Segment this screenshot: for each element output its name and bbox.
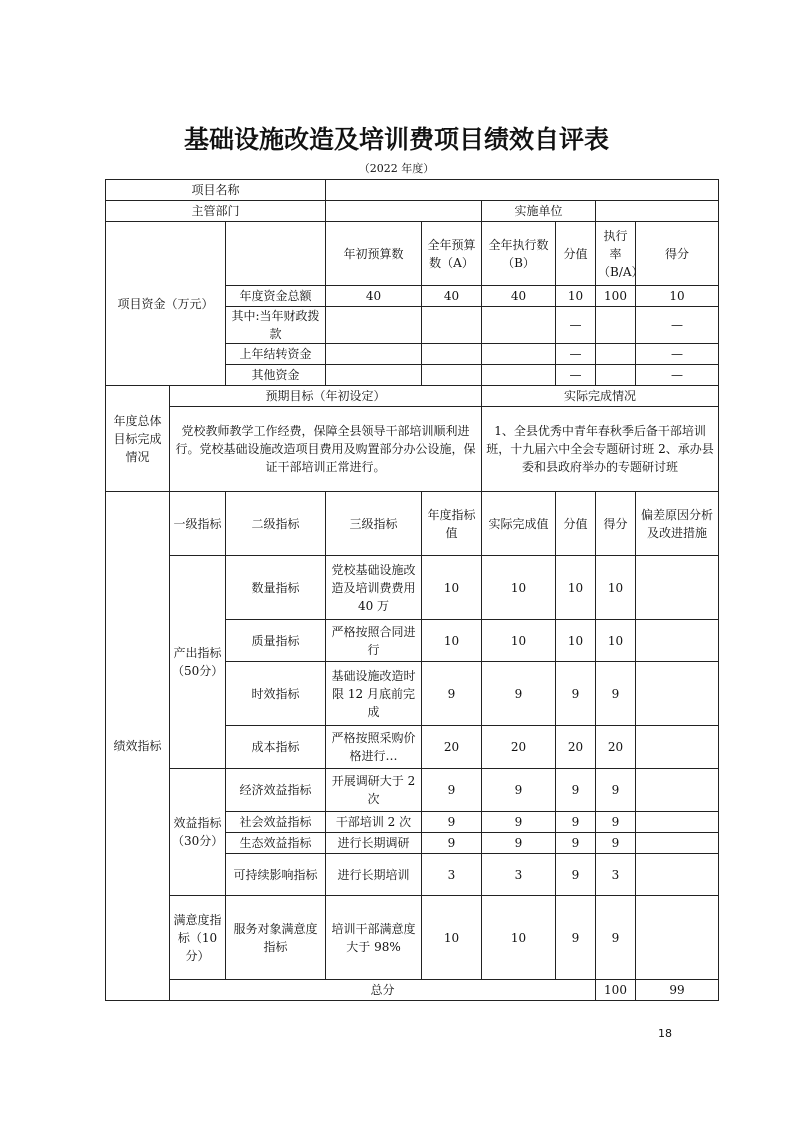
funds-initial: 40 bbox=[326, 286, 422, 307]
deviation-header: 偏差原因分析及改进措施 bbox=[636, 492, 719, 556]
actual-value-header: 实际完成值 bbox=[482, 492, 556, 556]
goals-content-row bbox=[106, 407, 719, 492]
value-cell: 9 bbox=[556, 833, 596, 854]
actual-cell: 10 bbox=[482, 620, 556, 662]
level3-cell: 进行长期调研 bbox=[326, 833, 422, 854]
funds-rate bbox=[596, 307, 636, 344]
funds-initial bbox=[326, 344, 422, 365]
value-cell: 10 bbox=[556, 620, 596, 662]
funds-score: — bbox=[636, 365, 719, 386]
deviation-cell bbox=[636, 556, 719, 620]
project-name-label: 项目名称 bbox=[106, 180, 326, 201]
actual-cell: 9 bbox=[482, 662, 556, 726]
level2-cell: 数量指标 bbox=[226, 556, 326, 620]
funds-value: — bbox=[556, 307, 596, 344]
actual-cell: 3 bbox=[482, 854, 556, 896]
indicator-row bbox=[106, 556, 719, 620]
funds-score: 10 bbox=[636, 286, 719, 307]
funds-value: — bbox=[556, 365, 596, 386]
total-value: 100 bbox=[596, 980, 636, 1001]
total-label: 总分 bbox=[170, 980, 596, 1001]
dept-label: 主管部门 bbox=[106, 201, 326, 222]
funds-full bbox=[422, 307, 482, 344]
exec-rate-header: 执行率（B/A） bbox=[596, 222, 636, 286]
score-value-header: 分值 bbox=[556, 492, 596, 556]
level1-cell: 产出指标（50分） bbox=[170, 556, 226, 769]
deviation-cell bbox=[636, 854, 719, 896]
funds-initial bbox=[326, 307, 422, 344]
document-title: 基础设施改造及培训费项目绩效自评表 bbox=[183, 125, 609, 154]
project-name-value bbox=[326, 180, 719, 201]
funds-full: 40 bbox=[422, 286, 482, 307]
level2-cell: 生态效益指标 bbox=[226, 833, 326, 854]
full-year-exec-header: 全年执行数（B） bbox=[482, 222, 556, 286]
actual-cell: 10 bbox=[482, 896, 556, 980]
actual-cell: 9 bbox=[482, 812, 556, 833]
value-cell: 20 bbox=[556, 726, 596, 769]
expected-goal-header: 预期目标（年初设定） bbox=[170, 386, 482, 407]
level3-cell: 严格按照合同进行 bbox=[326, 620, 422, 662]
funds-full bbox=[422, 344, 482, 365]
level3-cell: 开展调研大于 2次 bbox=[326, 769, 422, 812]
dept-value bbox=[326, 201, 482, 222]
funds-exec bbox=[482, 365, 556, 386]
funds-label: 项目资金（万元） bbox=[106, 222, 226, 386]
funds-header-row bbox=[106, 222, 719, 286]
self-evaluation-table bbox=[105, 179, 719, 1001]
score-cell: 10 bbox=[596, 620, 636, 662]
deviation-cell bbox=[636, 620, 719, 662]
level3-cell: 进行长期培训 bbox=[326, 854, 422, 896]
score-cell: 3 bbox=[596, 854, 636, 896]
impl-unit-value bbox=[596, 201, 719, 222]
performance-label: 绩效指标 bbox=[106, 492, 170, 1001]
total-score: 99 bbox=[636, 980, 719, 1001]
deviation-cell bbox=[636, 812, 719, 833]
funds-exec: 40 bbox=[482, 286, 556, 307]
project-name-row bbox=[106, 180, 719, 201]
actual-cell: 9 bbox=[482, 833, 556, 854]
target-cell: 9 bbox=[422, 833, 482, 854]
funds-score: — bbox=[636, 344, 719, 365]
funds-corner-cell bbox=[226, 222, 326, 286]
actual-cell: 9 bbox=[482, 769, 556, 812]
target-cell: 9 bbox=[422, 769, 482, 812]
value-cell: 9 bbox=[556, 896, 596, 980]
indicator-row bbox=[106, 769, 719, 812]
level2-cell: 经济效益指标 bbox=[226, 769, 326, 812]
deviation-cell bbox=[636, 896, 719, 980]
funds-value: — bbox=[556, 344, 596, 365]
target-cell: 10 bbox=[422, 896, 482, 980]
level1-header: 一级指标 bbox=[170, 492, 226, 556]
funds-score: — bbox=[636, 307, 719, 344]
level2-cell: 时效指标 bbox=[226, 662, 326, 726]
level2-cell: 服务对象满意度指标 bbox=[226, 896, 326, 980]
level3-cell: 严格按照采购价格进行… bbox=[326, 726, 422, 769]
funds-exec bbox=[482, 344, 556, 365]
funds-row-label: 年度资金总额 bbox=[226, 286, 326, 307]
target-cell: 9 bbox=[422, 812, 482, 833]
initial-budget-header: 年初预算数 bbox=[326, 222, 422, 286]
deviation-cell bbox=[636, 726, 719, 769]
level1-cell: 满意度指标（10分） bbox=[170, 896, 226, 980]
funds-rate: 100 bbox=[596, 286, 636, 307]
value-cell: 9 bbox=[556, 812, 596, 833]
score-cell: 9 bbox=[596, 896, 636, 980]
impl-unit-label: 实施单位 bbox=[482, 201, 596, 222]
score-cell: 9 bbox=[596, 769, 636, 812]
value-cell: 9 bbox=[556, 769, 596, 812]
expected-goal-text: 党校教师教学工作经费，保障全县领导干部培训顺利进行。党校基础设施改造项目费用及购置部分办公设施，保证干部培训正常进行。 bbox=[170, 407, 482, 492]
funds-value: 10 bbox=[556, 286, 596, 307]
annual-target-header: 年度指标值 bbox=[422, 492, 482, 556]
goals-header-row bbox=[106, 386, 719, 407]
score-cell: 9 bbox=[596, 812, 636, 833]
level3-header: 三级指标 bbox=[326, 492, 422, 556]
funds-row-label: 其中:当年财政拨款 bbox=[226, 307, 326, 344]
value-cell: 9 bbox=[556, 662, 596, 726]
value-cell: 10 bbox=[556, 556, 596, 620]
funds-rate bbox=[596, 344, 636, 365]
target-cell: 3 bbox=[422, 854, 482, 896]
funds-exec bbox=[482, 307, 556, 344]
level2-cell: 质量指标 bbox=[226, 620, 326, 662]
score-header: 得分 bbox=[636, 222, 719, 286]
score-header: 得分 bbox=[596, 492, 636, 556]
goals-label: 年度总体目标完成情况 bbox=[106, 386, 170, 492]
deviation-cell bbox=[636, 833, 719, 854]
target-cell: 9 bbox=[422, 662, 482, 726]
level1-cell: 效益指标（30分） bbox=[170, 769, 226, 896]
funds-initial bbox=[326, 365, 422, 386]
level2-cell: 成本指标 bbox=[226, 726, 326, 769]
funds-row-label: 其他资金 bbox=[226, 365, 326, 386]
total-row bbox=[106, 980, 719, 1001]
score-cell: 9 bbox=[596, 833, 636, 854]
indicator-row bbox=[106, 896, 719, 980]
score-cell: 10 bbox=[596, 556, 636, 620]
score-value-header: 分值 bbox=[556, 222, 596, 286]
actual-cell: 10 bbox=[482, 556, 556, 620]
level2-header: 二级指标 bbox=[226, 492, 326, 556]
level3-cell: 干部培训 2 次 bbox=[326, 812, 422, 833]
actual-result-header: 实际完成情况 bbox=[482, 386, 719, 407]
funds-rate bbox=[596, 365, 636, 386]
page-number: 18 bbox=[658, 1027, 672, 1040]
level3-cell: 培训干部满意度大于 98% bbox=[326, 896, 422, 980]
perf-header-row bbox=[106, 492, 719, 556]
level2-cell: 社会效益指标 bbox=[226, 812, 326, 833]
document-subtitle: （2022 年度） bbox=[358, 162, 435, 175]
actual-cell: 20 bbox=[482, 726, 556, 769]
dept-row bbox=[106, 201, 719, 222]
level3-cell: 基础设施改造时限 12 月底前完成 bbox=[326, 662, 422, 726]
score-cell: 9 bbox=[596, 662, 636, 726]
level2-cell: 可持续影响指标 bbox=[226, 854, 326, 896]
target-cell: 10 bbox=[422, 556, 482, 620]
target-cell: 20 bbox=[422, 726, 482, 769]
full-year-budget-header: 全年预算数（A） bbox=[422, 222, 482, 286]
actual-result-text: 1、全县优秀中青年春秋季后备干部培训班，十九届六中全会专题研讨班 2、承办县委和县政府举办的专题研讨班 bbox=[482, 407, 719, 492]
level3-cell: 党校基础设施改造及培训费费用40 万 bbox=[326, 556, 422, 620]
funds-full bbox=[422, 365, 482, 386]
score-cell: 20 bbox=[596, 726, 636, 769]
value-cell: 9 bbox=[556, 854, 596, 896]
deviation-cell bbox=[636, 769, 719, 812]
target-cell: 10 bbox=[422, 620, 482, 662]
funds-row-label: 上年结转资金 bbox=[226, 344, 326, 365]
deviation-cell bbox=[636, 662, 719, 726]
